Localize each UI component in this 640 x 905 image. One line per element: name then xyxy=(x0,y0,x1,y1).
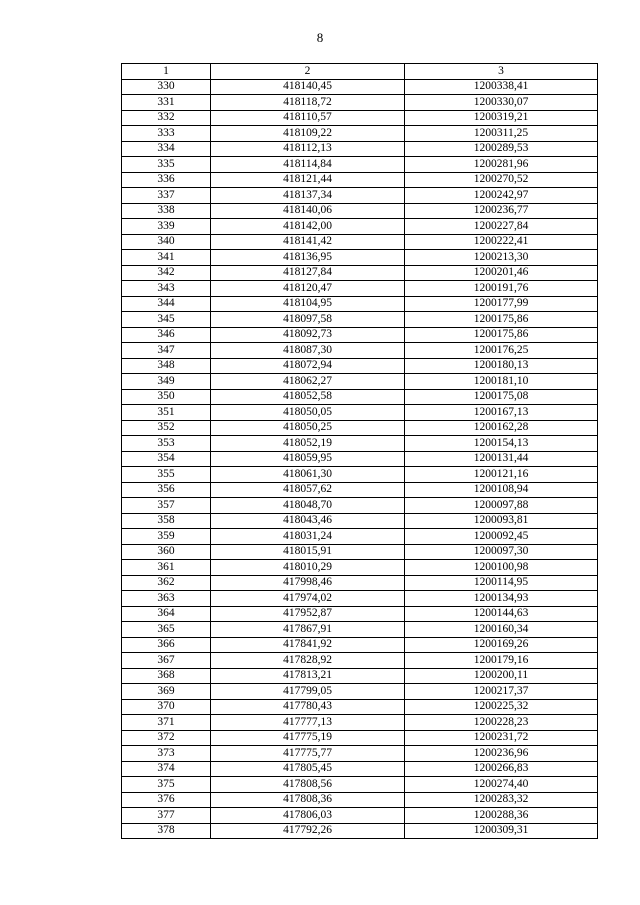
point-number-cell: 331 xyxy=(122,95,211,111)
point-number-cell: 340 xyxy=(122,234,211,250)
y-coordinate-cell: 1200231,72 xyxy=(405,730,598,746)
page-number: 8 xyxy=(316,30,324,45)
x-coordinate-cell: 417813,21 xyxy=(211,668,405,684)
table-row xyxy=(122,203,598,219)
y-coordinate-cell: 1200169,26 xyxy=(405,637,598,653)
table-row xyxy=(122,467,598,483)
x-coordinate-cell: 418061,30 xyxy=(211,467,405,483)
table-row xyxy=(122,281,598,297)
x-coordinate-cell: 418120,47 xyxy=(211,281,405,297)
y-coordinate-cell: 1200289,53 xyxy=(405,141,598,157)
table-row xyxy=(122,637,598,653)
x-coordinate-cell: 417806,03 xyxy=(211,808,405,824)
x-coordinate-cell: 417799,05 xyxy=(211,684,405,700)
y-coordinate-cell: 1200093,81 xyxy=(405,513,598,529)
x-coordinate-cell: 418052,58 xyxy=(211,389,405,405)
point-number-cell: 363 xyxy=(122,591,211,607)
x-coordinate-cell: 418136,95 xyxy=(211,250,405,266)
y-coordinate-cell: 1200288,36 xyxy=(405,808,598,824)
x-coordinate-cell: 417808,36 xyxy=(211,792,405,808)
point-number-cell: 347 xyxy=(122,343,211,359)
point-number-cell: 369 xyxy=(122,684,211,700)
y-coordinate-cell: 1200283,32 xyxy=(405,792,598,808)
table-row xyxy=(122,110,598,126)
x-coordinate-cell: 418072,94 xyxy=(211,358,405,374)
y-coordinate-cell: 1200200,11 xyxy=(405,668,598,684)
point-number-cell: 361 xyxy=(122,560,211,576)
y-coordinate-cell: 1200121,16 xyxy=(405,467,598,483)
table-row xyxy=(122,498,598,514)
table-row xyxy=(122,157,598,173)
y-coordinate-cell: 1200228,23 xyxy=(405,715,598,731)
x-coordinate-cell: 418050,25 xyxy=(211,420,405,436)
x-coordinate-cell: 418059,95 xyxy=(211,451,405,467)
point-number-cell: 336 xyxy=(122,172,211,188)
y-coordinate-cell: 1200309,31 xyxy=(405,823,598,839)
x-coordinate-cell: 417775,77 xyxy=(211,746,405,762)
point-number-cell: 356 xyxy=(122,482,211,498)
y-coordinate-cell: 1200213,30 xyxy=(405,250,598,266)
y-coordinate-cell: 1200100,98 xyxy=(405,560,598,576)
point-number-cell: 345 xyxy=(122,312,211,328)
x-coordinate-cell: 418118,72 xyxy=(211,95,405,111)
y-coordinate-cell: 1200236,96 xyxy=(405,746,598,762)
y-coordinate-cell: 1200167,13 xyxy=(405,405,598,421)
table-row xyxy=(122,405,598,421)
table-row xyxy=(122,451,598,467)
point-number-cell: 337 xyxy=(122,188,211,204)
point-number-cell: 360 xyxy=(122,544,211,560)
table-row xyxy=(122,777,598,793)
y-coordinate-cell: 1200311,25 xyxy=(405,126,598,142)
point-number-cell: 330 xyxy=(122,79,211,95)
x-coordinate-cell: 417828,92 xyxy=(211,653,405,669)
point-number-cell: 338 xyxy=(122,203,211,219)
table-row xyxy=(122,529,598,545)
y-coordinate-cell: 1200131,44 xyxy=(405,451,598,467)
table-header xyxy=(122,64,598,80)
point-number-cell: 353 xyxy=(122,436,211,452)
x-coordinate-cell: 418137,34 xyxy=(211,188,405,204)
y-coordinate-cell: 1200175,86 xyxy=(405,327,598,343)
x-coordinate-cell: 418010,29 xyxy=(211,560,405,576)
y-coordinate-cell: 1200179,16 xyxy=(405,653,598,669)
point-number-cell: 352 xyxy=(122,420,211,436)
y-coordinate-cell: 1200097,88 xyxy=(405,498,598,514)
point-number-cell: 332 xyxy=(122,110,211,126)
table-row xyxy=(122,312,598,328)
column-header-y: 3 xyxy=(405,64,598,80)
table-row xyxy=(122,560,598,576)
point-number-cell: 350 xyxy=(122,389,211,405)
point-number-cell: 359 xyxy=(122,529,211,545)
table-row xyxy=(122,606,598,622)
table-row xyxy=(122,420,598,436)
x-coordinate-cell: 417952,87 xyxy=(211,606,405,622)
header-row xyxy=(122,64,598,80)
table-row xyxy=(122,79,598,95)
x-coordinate-cell: 418031,24 xyxy=(211,529,405,545)
y-coordinate-cell: 1200154,13 xyxy=(405,436,598,452)
y-coordinate-cell: 1200266,83 xyxy=(405,761,598,777)
x-coordinate-cell: 418109,22 xyxy=(211,126,405,142)
x-coordinate-cell: 417775,19 xyxy=(211,730,405,746)
column-header-point-number: 1 xyxy=(122,64,211,80)
y-coordinate-cell: 1200330,07 xyxy=(405,95,598,111)
point-number-cell: 346 xyxy=(122,327,211,343)
point-number-cell: 370 xyxy=(122,699,211,715)
y-coordinate-cell: 1200201,46 xyxy=(405,265,598,281)
point-number-cell: 365 xyxy=(122,622,211,638)
y-coordinate-cell: 1200175,86 xyxy=(405,312,598,328)
point-number-cell: 372 xyxy=(122,730,211,746)
table-row xyxy=(122,343,598,359)
x-coordinate-cell: 418142,00 xyxy=(211,219,405,235)
point-number-cell: 354 xyxy=(122,451,211,467)
point-number-cell: 371 xyxy=(122,715,211,731)
point-number-cell: 357 xyxy=(122,498,211,514)
coordinates-table xyxy=(121,63,598,839)
y-coordinate-cell: 1200181,10 xyxy=(405,374,598,390)
point-number-cell: 334 xyxy=(122,141,211,157)
table-row xyxy=(122,126,598,142)
y-coordinate-cell: 1200097,30 xyxy=(405,544,598,560)
table-row xyxy=(122,653,598,669)
x-coordinate-cell: 418112,13 xyxy=(211,141,405,157)
point-number-cell: 377 xyxy=(122,808,211,824)
y-coordinate-cell: 1200236,77 xyxy=(405,203,598,219)
point-number-cell: 376 xyxy=(122,792,211,808)
x-coordinate-cell: 418050,05 xyxy=(211,405,405,421)
table-row xyxy=(122,730,598,746)
x-coordinate-cell: 417998,46 xyxy=(211,575,405,591)
x-coordinate-cell: 417974,02 xyxy=(211,591,405,607)
table-row xyxy=(122,265,598,281)
x-coordinate-cell: 418048,70 xyxy=(211,498,405,514)
table-row xyxy=(122,188,598,204)
point-number-cell: 335 xyxy=(122,157,211,173)
x-coordinate-cell: 417841,92 xyxy=(211,637,405,653)
table-row xyxy=(122,761,598,777)
table-row xyxy=(122,792,598,808)
table-row xyxy=(122,575,598,591)
x-coordinate-cell: 417808,56 xyxy=(211,777,405,793)
x-coordinate-cell: 418121,44 xyxy=(211,172,405,188)
y-coordinate-cell: 1200242,97 xyxy=(405,188,598,204)
point-number-cell: 374 xyxy=(122,761,211,777)
table-row xyxy=(122,374,598,390)
point-number-cell: 378 xyxy=(122,823,211,839)
x-coordinate-cell: 418141,42 xyxy=(211,234,405,250)
table-row xyxy=(122,141,598,157)
y-coordinate-cell: 1200162,28 xyxy=(405,420,598,436)
x-coordinate-cell: 418057,62 xyxy=(211,482,405,498)
table-row xyxy=(122,327,598,343)
y-coordinate-cell: 1200177,99 xyxy=(405,296,598,312)
table-row xyxy=(122,234,598,250)
point-number-cell: 368 xyxy=(122,668,211,684)
x-coordinate-cell: 417780,43 xyxy=(211,699,405,715)
point-number-cell: 348 xyxy=(122,358,211,374)
table-row xyxy=(122,389,598,405)
point-number-cell: 349 xyxy=(122,374,211,390)
x-coordinate-cell: 417777,13 xyxy=(211,715,405,731)
y-coordinate-cell: 1200180,13 xyxy=(405,358,598,374)
point-number-cell: 339 xyxy=(122,219,211,235)
x-coordinate-cell: 418110,57 xyxy=(211,110,405,126)
x-coordinate-cell: 418104,95 xyxy=(211,296,405,312)
x-coordinate-cell: 418043,46 xyxy=(211,513,405,529)
point-number-cell: 344 xyxy=(122,296,211,312)
point-number-cell: 373 xyxy=(122,746,211,762)
point-number-cell: 358 xyxy=(122,513,211,529)
y-coordinate-cell: 1200225,32 xyxy=(405,699,598,715)
y-coordinate-cell: 1200108,94 xyxy=(405,482,598,498)
point-number-cell: 362 xyxy=(122,575,211,591)
table-body xyxy=(122,79,598,839)
table-row xyxy=(122,358,598,374)
table-row xyxy=(122,95,598,111)
y-coordinate-cell: 1200338,41 xyxy=(405,79,598,95)
y-coordinate-cell: 1200227,84 xyxy=(405,219,598,235)
table-row xyxy=(122,436,598,452)
point-number-cell: 367 xyxy=(122,653,211,669)
x-coordinate-cell: 418092,73 xyxy=(211,327,405,343)
table-row xyxy=(122,746,598,762)
y-coordinate-cell: 1200092,45 xyxy=(405,529,598,545)
x-coordinate-cell: 418140,06 xyxy=(211,203,405,219)
point-number-cell: 355 xyxy=(122,467,211,483)
point-number-cell: 364 xyxy=(122,606,211,622)
table-row xyxy=(122,172,598,188)
y-coordinate-cell: 1200134,93 xyxy=(405,591,598,607)
table-row xyxy=(122,808,598,824)
table-row xyxy=(122,544,598,560)
x-coordinate-cell: 418087,30 xyxy=(211,343,405,359)
table-row xyxy=(122,296,598,312)
table-row xyxy=(122,823,598,839)
point-number-cell: 333 xyxy=(122,126,211,142)
point-number-cell: 341 xyxy=(122,250,211,266)
x-coordinate-cell: 417867,91 xyxy=(211,622,405,638)
point-number-cell: 375 xyxy=(122,777,211,793)
x-coordinate-cell: 418127,84 xyxy=(211,265,405,281)
point-number-cell: 366 xyxy=(122,637,211,653)
y-coordinate-cell: 1200144,63 xyxy=(405,606,598,622)
x-coordinate-cell: 417805,45 xyxy=(211,761,405,777)
y-coordinate-cell: 1200281,96 xyxy=(405,157,598,173)
y-coordinate-cell: 1200160,34 xyxy=(405,622,598,638)
y-coordinate-cell: 1200222,41 xyxy=(405,234,598,250)
table-row xyxy=(122,699,598,715)
table-row xyxy=(122,715,598,731)
x-coordinate-cell: 418062,27 xyxy=(211,374,405,390)
y-coordinate-cell: 1200274,40 xyxy=(405,777,598,793)
table-row xyxy=(122,482,598,498)
table-row xyxy=(122,513,598,529)
point-number-cell: 343 xyxy=(122,281,211,297)
point-number-cell: 351 xyxy=(122,405,211,421)
table-row xyxy=(122,219,598,235)
table-row xyxy=(122,622,598,638)
table-row xyxy=(122,250,598,266)
x-coordinate-cell: 418097,58 xyxy=(211,312,405,328)
table-row xyxy=(122,591,598,607)
table-row xyxy=(122,684,598,700)
column-header-x: 2 xyxy=(211,64,405,80)
x-coordinate-cell: 418114,84 xyxy=(211,157,405,173)
point-number-cell: 342 xyxy=(122,265,211,281)
x-coordinate-cell: 417792,26 xyxy=(211,823,405,839)
x-coordinate-cell: 418015,91 xyxy=(211,544,405,560)
y-coordinate-cell: 1200270,52 xyxy=(405,172,598,188)
y-coordinate-cell: 1200114,95 xyxy=(405,575,598,591)
y-coordinate-cell: 1200191,76 xyxy=(405,281,598,297)
y-coordinate-cell: 1200217,37 xyxy=(405,684,598,700)
y-coordinate-cell: 1200319,21 xyxy=(405,110,598,126)
table-row xyxy=(122,668,598,684)
y-coordinate-cell: 1200176,25 xyxy=(405,343,598,359)
y-coordinate-cell: 1200175,08 xyxy=(405,389,598,405)
x-coordinate-cell: 418140,45 xyxy=(211,79,405,95)
x-coordinate-cell: 418052,19 xyxy=(211,436,405,452)
